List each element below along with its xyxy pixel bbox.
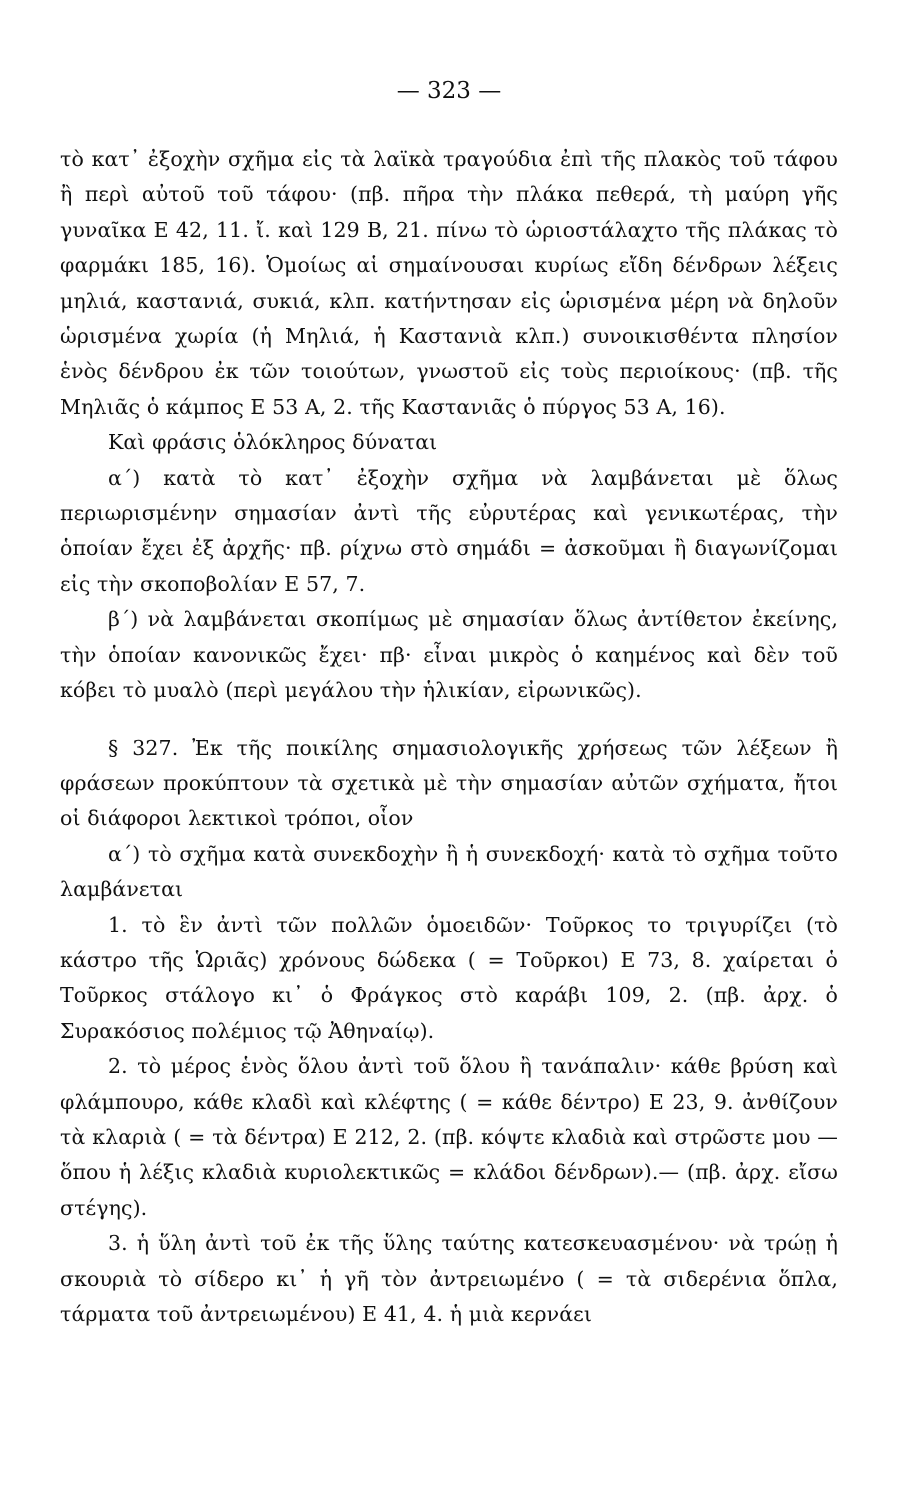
paragraph-continuation: τὸ κατ᾽ ἐξοχὴν σχῆμα εἰς τὰ λαϊκὰ τραγούδια ἐπὶ τῆς πλακὸς τοῦ τάφου ἢ περὶ αὐτοῦ τοῦ τάφου· (πβ. πῆρα τὴν πλάκα πεθερά, τὴ μαύρη γῆς γυναῖκα Ε 42, 11. ἴ. καὶ 129 Β, 21. πίνω τὸ ὡριοστάλαχτο τῆς πλάκας τὸ φαρμάκι 185, 16). Ὁμοίως αἱ σημαίνουσαι κυρίως εἴδη δένδρων λέξεις μηλιά, καστανιά, συκιά, κλπ. κατήντησαν εἰς ὡρισμένα μέρη νὰ δηλοῦν ὡρισμένα χωρία (ἡ Μηλιά, ἡ Καστανιὰ κλπ.) συνοικισθέντα πλησίον ἑνὸς δένδρου ἐκ τῶν τοιούτων, γνωστοῦ εἰς τοὺς περιοίκους· (πβ. τῆς Μηλιᾶς ὁ κάμπος Ε 53 Α, 2. τῆς Καστανιᾶς ὁ πύργος 53 Α, 16). [60, 147, 838, 419]
paragraph-section-327: § 327. Ἐκ τῆς ποικίλης σημασιολογικῆς χρήσεως τῶν λέξεων ἢ φράσεων προκύπτουν τὰ σχετικὰ μὲ τὴν σημασίαν αὐτῶν σχήματα, ἤτοι οἱ διάφοροι λεκτικοὶ τρόποι, οἷον [60, 735, 838, 831]
paragraph-item-2: 2. τὸ μέρος ἑνὸς ὅλου ἀντὶ τοῦ ὅλου ἢ τανάπαλιν· κάθε βρύση καὶ φλάμπουρο, κάθε κλαδὶ καὶ κλέφτης ( = κάθε δέντρο) Ε 23, 9. ἀνθίζουν τὰ κλαριὰ ( = τὰ δέντρα) Ε 212, 2. (πβ. κόψτε κλαδιὰ καὶ στρῶστε μου — ὅπου ἡ λέξις κλαδιὰ κυριολεκτικῶς = κλάδοι δένδρων).— (πβ. ἀρχ. εἴσω στέγης). [60, 1054, 838, 1220]
paragraph-item-1: 1. τὸ ἓν ἀντὶ τῶν πολλῶν ὁμοειδῶν· Τοῦρκος το τριγυρίζει (τὸ κάστρο τῆς Ὡριᾶς) χρόνους δώδεκα ( = Τοῦρκοι) Ε 73, 8. χαίρεται ὁ Τοῦρκος στάλογο κι᾽ ὁ Φράγκος στὸ καράβι 109, 2. (πβ. ἀρχ. ὁ Συρακόσιος πολέμιος τῷ Ἀθηναίῳ). [60, 912, 838, 1043]
page-number: — 323 — [396, 78, 502, 104]
paragraph-item-alpha: α΄) κατὰ τὸ κατ᾽ ἐξοχὴν σχῆμα νὰ λαμβάνεται μὲ ὅλως περιωρισμένην σημασίαν ἀντὶ τῆς εὐρυτέρας καὶ γενικωτέρας, τὴν ὁποίαν ἔχει ἐξ ἀρχῆς· πβ. ρίχνω στὸ σημάδι = ἀσκοῦμαι ἢ διαγωνίζομαι εἰς τὴν σκοποβολίαν Ε 57, 7. [60, 465, 838, 596]
paragraph-synecdoche: α΄) τὸ σχῆμα κατὰ συνεκδοχὴν ἢ ἡ συνεκδοχή· κατὰ τὸ σχῆμα τοῦτο λαμβάνεται [60, 841, 838, 902]
paragraph-phrase-intro: Καὶ φράσις ὁλόκληρος δύναται [108, 430, 438, 455]
book-page [60, 72, 838, 1332]
paragraph-item-beta: β΄) νὰ λαμβάνεται σκοπίμως μὲ σημασίαν ὅλως ἀντίθετον ἐκείνης, τὴν ὁποίαν κανονικῶς ἔχει· πβ· εἶναι μικρὸς ὁ καημένος καὶ δὲν τοῦ κόβει τὸ μυαλὸ (περὶ μεγάλου τὴν ἡλικίαν, εἰρωνικῶς). [60, 607, 838, 703]
paragraph-item-3: 3. ἡ ὕλη ἀντὶ τοῦ ἐκ τῆς ὕλης ταύτης κατεσκευασμένου· νὰ τρώῃ ἡ σκουριὰ τὸ σίδερο κι᾽ ἡ γῆ τὸν ἀντρειωμένο ( = τὰ σιδερένια ὅπλα, τάρματα τοῦ ἀντρειωμένου) Ε 41, 4. ἡ μιὰ κερνάει [60, 1231, 838, 1326]
